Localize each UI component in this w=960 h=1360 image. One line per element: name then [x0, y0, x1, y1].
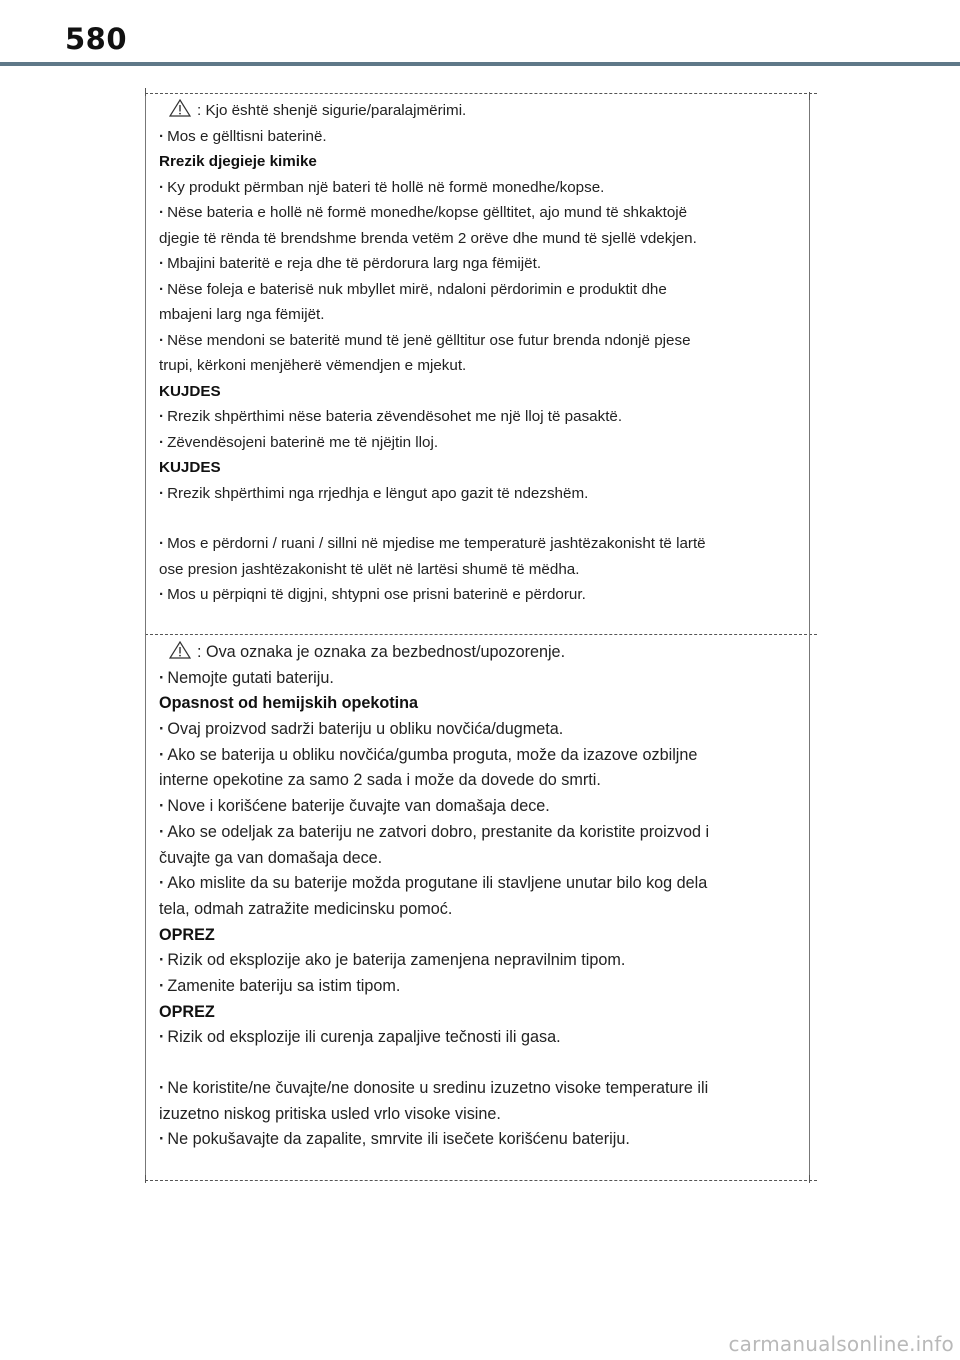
continuation-line: izuzetno niskog pritiska usled vrlo visoke visine.: [159, 1104, 501, 1123]
corner-tick: [145, 1175, 146, 1183]
frame-divider: [145, 634, 817, 635]
section-intro: [159, 98, 779, 124]
watermark: carmanualsonline.info: [728, 1332, 954, 1356]
bullet-item: · Rrezik shpërthimi nëse bateria zëvendësohet me një lloj të pasaktë.: [159, 404, 779, 430]
section-heading: KUJDES: [159, 382, 221, 400]
bullet-item: · Mbajini bateritë e reja dhe të përdorura larg nga fëmijët.: [159, 251, 779, 277]
paragraph-gap: [159, 1051, 779, 1076]
page-header: [0, 0, 960, 66]
bullet-item: · Zëvendësojeni baterinë me të njëjtin lloj.: [159, 430, 779, 456]
section-lines: [159, 124, 779, 608]
continuation-line: djegie të rënda të brendshme brenda vetëm 2 orëve dhe mund të sjellë vdekjen.: [159, 229, 697, 247]
bullet-item: · Nëse mendoni se bateritë mund të jenë gëlltitur ose futur brenda ndonjë pjese: [159, 328, 779, 354]
bullet-item: · Nemojte gutati bateriju.: [159, 666, 779, 692]
warning-triangle-icon: [169, 641, 191, 659]
warning-triangle-icon: [169, 99, 191, 117]
continuation-line: interne opekotine za samo 2 sada i može da dovede do smrti.: [159, 771, 601, 790]
section-lines: [159, 666, 779, 1153]
section-heading: Opasnost od hemijskih opekotina: [159, 694, 419, 713]
bullet-item: · Rrezik shpërthimi nga rrjedhja e lëngut apo gazit të ndezshëm.: [159, 481, 779, 507]
bullet-item: · Nëse foleja e baterisë nuk mbyllet mirë, ndaloni përdorimin e produktit dhe: [159, 277, 779, 303]
frame-top-border: [145, 93, 817, 94]
corner-tick: [809, 92, 810, 100]
section-heading: KUJDES: [159, 459, 221, 476]
frame-right-border: [809, 95, 810, 1180]
section-heading: Rrezik djegieje kimike: [159, 153, 317, 170]
page-number: 580: [65, 22, 128, 56]
bullet-item: · Ako se baterija u obliku novčića/gumba proguta, može da izazove ozbiljne: [159, 743, 779, 769]
continuation-line: tela, odmah zatražite medicinsku pomoć.: [159, 899, 453, 918]
continuation-line: ose presion jashtëzakonisht të ulët në lartësi shumë të mëdha.: [159, 560, 580, 578]
continuation-line: čuvajte ga van domašaja dece.: [159, 848, 383, 867]
bullet-item: · Rizik od eksplozije ili curenja zapaljive tečnosti ili gasa.: [159, 1025, 779, 1051]
corner-tick: [809, 1175, 810, 1183]
bullet-item: · Ne pokušavajte da zapalite, smrvite ili isečete korišćenu bateriju.: [159, 1127, 779, 1153]
header-rule: [0, 62, 960, 66]
paragraph-gap: [159, 506, 779, 531]
serbian-warning-section: [159, 640, 779, 1153]
frame-bottom-border: [145, 1180, 817, 1181]
section-heading: OPREZ: [159, 925, 215, 944]
continuation-line: mbajeni larg nga fëmijët.: [159, 306, 325, 323]
section-heading: OPREZ: [159, 1002, 215, 1021]
bullet-item: · Mos u përpiqni të digjni, shtypni ose prisni baterinë e përdorur.: [159, 582, 779, 608]
albanian-warning-section: [159, 98, 779, 608]
bullet-item: · Zamenite bateriju sa istim tipom.: [159, 974, 779, 1000]
bullet-item: · Ky produkt përmban një bateri të hollë në formë monedhe/kopse.: [159, 175, 779, 201]
section-intro: [159, 640, 779, 666]
bullet-item: · Nëse bateria e hollë në formë monedhe/kopse gëlltitet, ajo mund të shkaktojë: [159, 200, 779, 226]
bullet-item: · Rizik od eksplozije ako je baterija zamenjena nepravilnim tipom.: [159, 948, 779, 974]
bullet-item: · Ne koristite/ne čuvajte/ne donosite u sredinu izuzetno visoke temperature ili: [159, 1076, 779, 1102]
bullet-item: · Nove i korišćene baterije čuvajte van domašaja dece.: [159, 794, 779, 820]
bullet-item: · Ako se odeljak za bateriju ne zatvori dobro, prestanite da koristite proizvod i: [159, 820, 779, 846]
bullet-item: · Ovaj proizvod sadrži bateriju u obliku novčića/dugmeta.: [159, 717, 779, 743]
bullet-item: · Mos e gëlltisni baterinë.: [159, 124, 779, 150]
continuation-line: trupi, kërkoni menjëherë vëmendjen e mjekut.: [159, 357, 467, 374]
intro-text: : Kjo është shenjë sigurie/paralajmërimi.: [197, 102, 467, 119]
bullet-item: · Ako mislite da su baterije možda progutane ili stavljene unutar bilo kog dela: [159, 871, 779, 897]
corner-tick: [145, 88, 146, 96]
frame-left-border: [145, 95, 146, 1180]
bullet-item: · Mos e përdorni / ruani / sillni në mjedise me temperaturë jashtëzakonisht të lartë: [159, 531, 779, 557]
intro-text: : Ova oznaka je oznaka za bezbednost/upozorenje.: [197, 643, 566, 661]
